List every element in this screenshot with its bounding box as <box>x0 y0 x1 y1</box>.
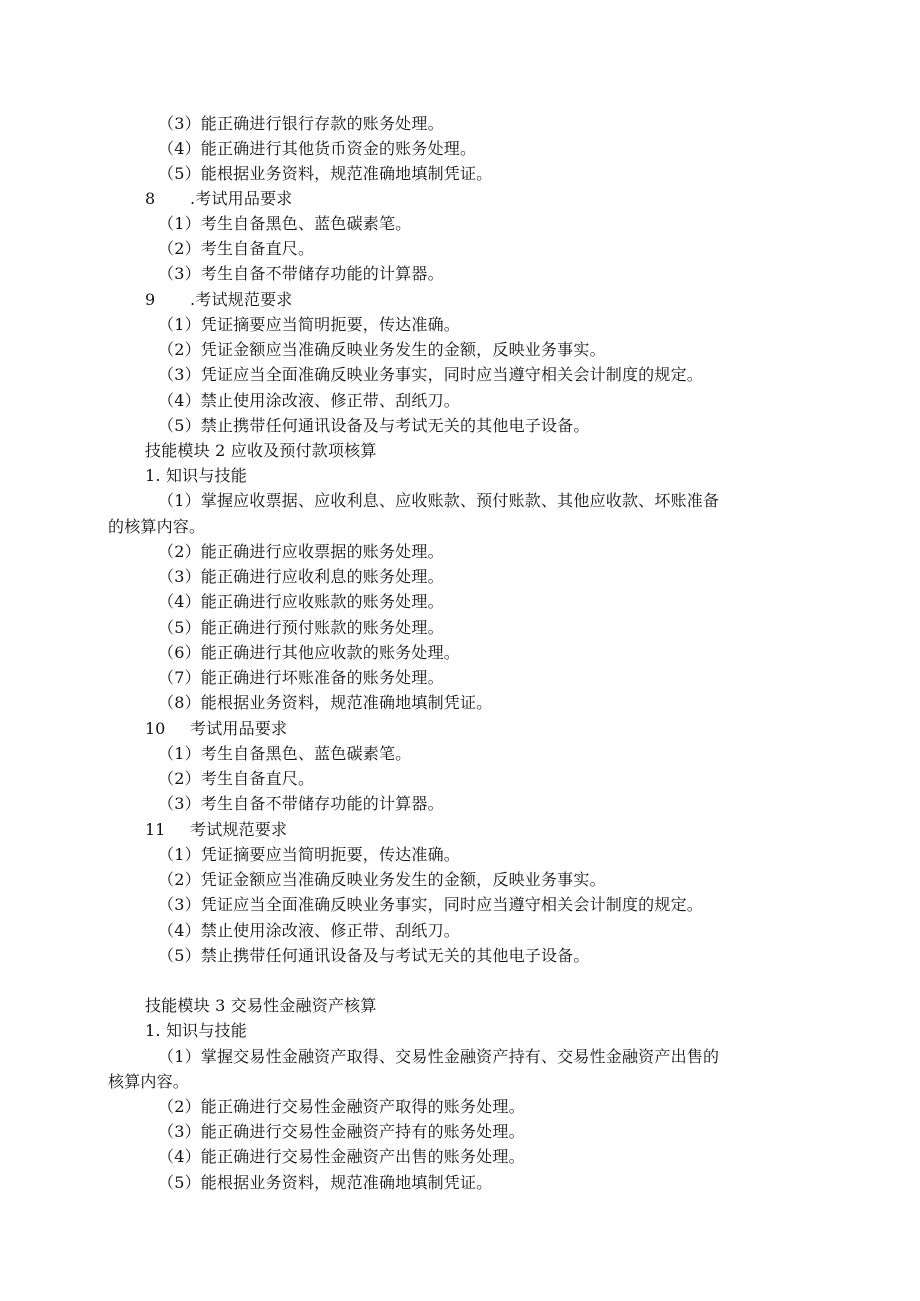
list-item: （3）考生自备不带储存功能的计算器。 <box>158 264 444 283</box>
list-item: （1）凭证摘要应当简明扼要，传达准确。 <box>158 315 460 334</box>
list-item: （2）凭证金额应当准确反映业务发生的金额，反映业务事实。 <box>158 340 606 359</box>
list-item: （4）能正确进行其他货币资金的账务处理。 <box>158 139 477 158</box>
list-item: （7）能正确进行坏账准备的账务处理。 <box>158 668 444 687</box>
heading-text: .考试用品要求 <box>190 189 293 208</box>
list-item: （4）能正确进行应收账款的账务处理。 <box>158 592 444 611</box>
list-item: （1）考生自备黑色、蓝色碳素笔。 <box>158 214 412 233</box>
heading-text: .考试规范要求 <box>190 290 293 309</box>
heading-number: 10 <box>145 719 166 738</box>
list-item: （2）能正确进行交易性金融资产取得的账务处理。 <box>158 1097 525 1116</box>
list-item: （5）能根据业务资料，规范准确地填制凭证。 <box>158 164 493 183</box>
heading-text: 考试规范要求 <box>190 820 288 839</box>
list-item: （2）凭证金额应当准确反映业务发生的金额，反映业务事实。 <box>158 870 606 889</box>
heading-number: 8 <box>145 189 156 208</box>
list-item: （3）考生自备不带储存功能的计算器。 <box>158 794 444 813</box>
list-item: （2）考生自备直尺。 <box>158 239 315 258</box>
list-item: （6）能正确进行其他应收款的账务处理。 <box>158 643 460 662</box>
subsection-title: 1. 知识与技能 <box>145 466 247 485</box>
list-item: （3）能正确进行交易性金融资产持有的账务处理。 <box>158 1122 525 1141</box>
list-item-continuation: 核算内容。 <box>108 1072 190 1091</box>
heading-text: 考试用品要求 <box>190 719 288 738</box>
list-item: （4）禁止使用涂改液、修正带、刮纸刀。 <box>158 921 460 940</box>
list-item: （1）掌握应收票据、应收利息、应收账款、预付账款、其他应收款、坏账准备 <box>158 491 720 510</box>
list-item: （2）能正确进行应收票据的账务处理。 <box>158 542 444 561</box>
list-item: （4）能正确进行交易性金融资产出售的账务处理。 <box>158 1147 525 1166</box>
list-item: （5）禁止携带任何通讯设备及与考试无关的其他电子设备。 <box>158 416 590 435</box>
list-item: （2）考生自备直尺。 <box>158 769 315 788</box>
list-item: （3）凭证应当全面准确反映业务事实，同时应当遵守相关会计制度的规定。 <box>158 895 703 914</box>
list-item: （3）能正确进行银行存款的账务处理。 <box>158 114 444 133</box>
list-item: （5）能正确进行预付账款的账务处理。 <box>158 618 444 637</box>
heading-number: 11 <box>145 820 166 839</box>
list-item: （5）能根据业务资料，规范准确地填制凭证。 <box>158 1173 493 1192</box>
heading-number: 9 <box>145 290 156 309</box>
subsection-title: 1. 知识与技能 <box>145 1021 247 1040</box>
list-item: （8）能根据业务资料，规范准确地填制凭证。 <box>158 693 493 712</box>
list-item: （1）考生自备黑色、蓝色碳素笔。 <box>158 744 412 763</box>
list-item: （3）能正确进行应收利息的账务处理。 <box>158 567 444 586</box>
list-item: （1）掌握交易性金融资产取得、交易性金融资产持有、交易性金融资产出售的 <box>158 1047 720 1066</box>
module-title: 技能模块 3 交易性金融资产核算 <box>145 996 377 1015</box>
module-title: 技能模块 2 应收及预付款项核算 <box>145 441 377 460</box>
list-item-continuation: 的核算内容。 <box>108 517 206 536</box>
list-item: （4）禁止使用涂改液、修正带、刮纸刀。 <box>158 391 460 410</box>
list-item: （3）凭证应当全面准确反映业务事实，同时应当遵守相关会计制度的规定。 <box>158 365 703 384</box>
list-item: （1）凭证摘要应当简明扼要，传达准确。 <box>158 845 460 864</box>
list-item: （5）禁止携带任何通讯设备及与考试无关的其他电子设备。 <box>158 946 590 965</box>
